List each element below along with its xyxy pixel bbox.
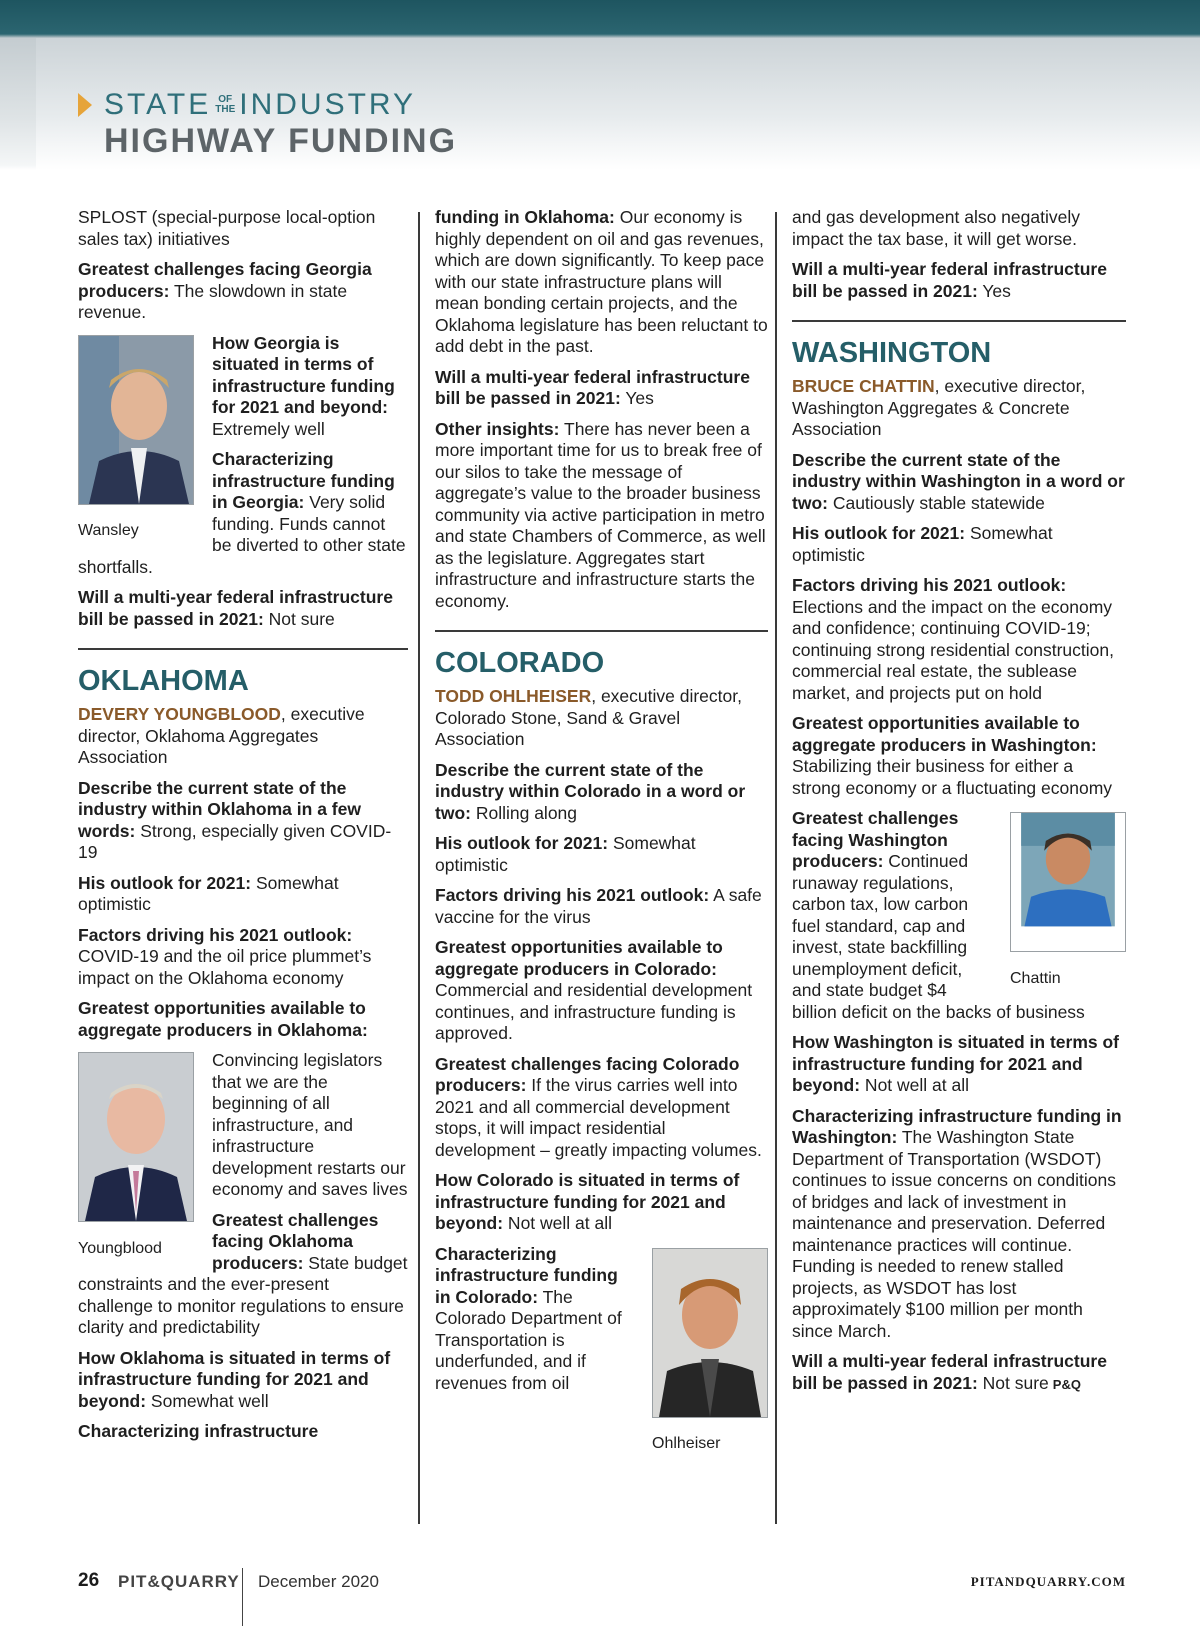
wansley-portrait bbox=[78, 335, 194, 505]
section-kicker bbox=[78, 88, 457, 122]
kicker-of: OF bbox=[218, 94, 233, 105]
qa-co-outlook: His outlook for 2021: Somewhat optimistic bbox=[435, 833, 696, 875]
qa-ga-characterizing: Characterizing infrastructure funding in Georgia: Very solid funding. Funds cannot be diverted to other state shortfalls. bbox=[78, 449, 406, 577]
qa-ga-situated: How Georgia is situated in terms of infrastructure funding for 2021 and beyond: Extremely well bbox=[212, 332, 395, 439]
section-divider bbox=[78, 648, 408, 650]
section-title: HIGHWAY FUNDING bbox=[104, 122, 458, 160]
photo-chattin bbox=[1010, 812, 1126, 988]
qa-ga-challenges: Greatest challenges facing Georgia producers: The slowdown in state revenue. bbox=[78, 259, 372, 322]
column-divider bbox=[775, 212, 777, 1524]
qa-ok-insights: Other insights: There has never been a more important time for us to break free of our silos to take the message of aggregate’s value to the broader business community via active participation in metro and state Chambers of Commerce, as well as the legislature. Aggregates start infrastructure and infrastructure starts the economy. bbox=[435, 418, 766, 611]
qa-ok-situated: How Oklahoma is situated in terms of infrastructure funding for 2021 and beyond: Somewhat well bbox=[78, 1347, 391, 1411]
end-mark: P&Q bbox=[1052, 1376, 1081, 1392]
youngblood-portrait bbox=[78, 1052, 194, 1222]
profile-colorado: TODD OHLHEISER, executive director, Colorado Stone, Sand & Gravel Association bbox=[435, 686, 742, 749]
kicker-the: THE bbox=[215, 104, 236, 115]
qa-wa-challenges: Greatest challenges facing Washington producers: Continued runaway regulations, carbon tax, low carbon fuel standard, cap and invest, state backfilling unemployment deficit, and state budget $4 billion deficit on the backs of business bbox=[792, 808, 1085, 1022]
qa-ok-characterizing-cont: funding in Oklahoma: Our economy is highly dependent on oil and gas revenues, which are down significantly. To keep pace with our state infrastructure plans will mean bonding certain projects, and the Oklahoma legislature has been reluctant to add debt in the past. bbox=[435, 207, 768, 356]
qa-ok-bill: Will a multi-year federal infrastructure bill be passed in 2021: Yes bbox=[435, 366, 750, 408]
column-divider bbox=[418, 212, 420, 1524]
profile-oklahoma: DEVERY YOUNGBLOOD, executive director, Oklahoma Aggregates Association bbox=[78, 704, 365, 767]
page-header bbox=[78, 88, 457, 161]
photo-wansley bbox=[78, 335, 194, 541]
kicker-industry: INDUSTRY bbox=[239, 88, 417, 121]
issue-date: December 2020 bbox=[258, 1572, 379, 1591]
ohlheiser-portrait bbox=[652, 1248, 768, 1418]
qa-wa-opportunities: Greatest opportunities available to aggregate producers in Washington: Stabilizing their business for either a strong economy or a fluctuating economy bbox=[792, 713, 1113, 798]
kicker-state: STATE bbox=[104, 88, 212, 121]
chattin-portrait bbox=[1010, 812, 1126, 952]
section-divider bbox=[792, 320, 1126, 322]
qa-wa-factors: Factors driving his 2021 outlook: Elections and the impact on the economy and confidence; continuing COVID-19; continuing strong residential construction, commercial real estate, the sublease market, and projects put on hold bbox=[792, 575, 1114, 703]
kicker-of-the bbox=[215, 95, 235, 115]
qa-co-characterizing-cont: and gas development also negatively impact the tax base, it will get worse. bbox=[792, 207, 1080, 249]
caption: Wansley bbox=[78, 522, 139, 539]
qa-co-characterizing: Characterizing infrastructure funding in Colorado: The Colorado Department of Transportation is underfunded, and if revenues from oil bbox=[435, 1243, 622, 1393]
qa-ok-opportunities-answer: Convincing legislators that we are the beginning of all infrastructure, and infrastructure development restarts our economy and saves lives bbox=[212, 1050, 408, 1199]
kicker-arrow-icon bbox=[78, 93, 92, 117]
qa-co-factors: Factors driving his 2021 outlook: A safe vaccine for the virus bbox=[435, 885, 762, 927]
column-2 bbox=[435, 207, 768, 1457]
state-heading-colorado: COLORADO bbox=[435, 647, 605, 679]
qa-ga-bill: Will a multi-year federal infrastructure bill be passed in 2021: Not sure bbox=[78, 587, 393, 629]
caption: Ohlheiser bbox=[652, 1435, 721, 1452]
column-3 bbox=[792, 207, 1126, 1404]
page-number: 26 bbox=[78, 1570, 100, 1591]
photo-youngblood bbox=[78, 1052, 194, 1258]
state-heading-oklahoma: OKLAHOMA bbox=[78, 665, 249, 697]
paragraph: SPLOST (special-purpose local-option sales tax) initiatives bbox=[78, 207, 376, 249]
section-divider bbox=[435, 630, 768, 632]
qa-co-situated: How Colorado is situated in terms of infrastructure funding for 2021 and beyond: Not well at all bbox=[435, 1170, 740, 1233]
qa-co-challenges: Greatest challenges facing Colorado producers: If the virus carries well into 2021 and all commercial development stops, it will impact residential development – greatly impacting volumes. bbox=[435, 1053, 762, 1160]
state-heading-washington: WASHINGTON bbox=[792, 337, 992, 369]
qa-wa-characterizing: Characterizing infrastructure funding in Washington: The Washington State Department of Transportation (WSDOT) continues to issue concerns on conditions of bridges and lack of investment in maintenance and preservation. Deferred maintenance practices will continue. Funding is needed to renew stalled projects, as WSDOT has lost approximately $100 million per month since March. bbox=[792, 1105, 1122, 1341]
publication-name: PIT&QUARRY bbox=[118, 1572, 240, 1591]
profile-washington: BRUCE CHATTIN, executive director, Washington Aggregates & Concrete Association bbox=[792, 376, 1086, 439]
qa-wa-situated: How Washington is situated in terms of infrastructure funding for 2021 and beyond: Not well at all bbox=[792, 1032, 1120, 1095]
qa-wa-state: Describe the current state of the industry within Washington in a word or two: Cautiously stable statewide bbox=[792, 449, 1125, 513]
qa-ok-factors: Factors driving his 2021 outlook: COVID-19 and the oil price plummet’s impact on the Oklahoma economy bbox=[78, 924, 372, 988]
caption: Chattin bbox=[1010, 969, 1061, 987]
caption: Youngblood bbox=[78, 1239, 162, 1257]
qa-co-bill: Will a multi-year federal infrastructure bill be passed in 2021: Yes bbox=[792, 259, 1107, 301]
column-1 bbox=[78, 207, 408, 1452]
qa-wa-outlook: His outlook for 2021: Somewhat optimistic bbox=[792, 523, 1053, 565]
photo-ohlheiser bbox=[652, 1248, 768, 1454]
website: PITANDQUARRY.COM bbox=[970, 1574, 1126, 1589]
qa-ok-state: Describe the current state of the industry within Oklahoma in a few words: Strong, especially given COVID-19 bbox=[78, 777, 392, 862]
qa-wa-bill: Will a multi-year federal infrastructure bill be passed in 2021: Not sure P&Q bbox=[792, 1351, 1107, 1393]
footer-divider bbox=[242, 1568, 243, 1626]
qa-co-opportunities: Greatest opportunities available to aggregate producers in Colorado: Commercial and residential development continues, and infrastructure funding is approved. bbox=[435, 937, 753, 1043]
qa-ok-characterizing: Characterizing infrastructure bbox=[78, 1421, 319, 1441]
page-footer bbox=[78, 1568, 1126, 1608]
qa-ok-outlook: His outlook for 2021: Somewhat optimistic bbox=[78, 872, 339, 914]
qa-co-state: Describe the current state of the industry within Colorado in a word or two: Rolling along bbox=[435, 759, 746, 823]
qa-ok-opportunities: Greatest opportunities available to aggregate producers in Oklahoma: bbox=[78, 998, 368, 1040]
qa-ok-challenges: Greatest challenges facing Oklahoma producers: State budget constraints and the ever-present challenge to monitor regulations to ensure clarity and predictability bbox=[78, 1209, 408, 1337]
